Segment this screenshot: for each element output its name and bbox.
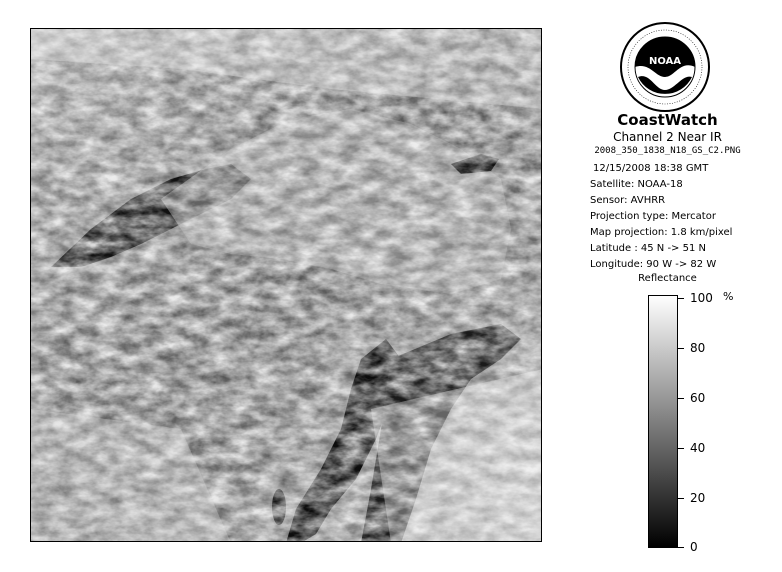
colorbar-tick-label: 20 <box>690 491 706 505</box>
colorbar-tick-label: 100 <box>690 291 713 305</box>
channel-label: Channel 2 Near IR <box>613 130 722 144</box>
colorbar-tick <box>678 398 684 399</box>
colorbar-tick <box>678 298 684 299</box>
noaa-logo <box>620 22 710 112</box>
colorbar-tick <box>678 498 684 499</box>
datetime: 12/15/2008 18:38 GMT <box>593 163 709 174</box>
filename: 2008_350_1838_N18_GS_C2.PNG <box>594 146 741 156</box>
colorbar-tick <box>678 547 684 548</box>
colorbar-title: Reflectance <box>638 273 697 284</box>
colorbar-tick <box>678 448 684 449</box>
colorbar-unit: % <box>723 290 734 303</box>
projection-type: Projection type: Mercator <box>590 211 716 222</box>
noaa-logo-icon <box>620 22 710 112</box>
colorbar-tick-label: 80 <box>690 341 706 355</box>
colorbar-tick-label: 0 <box>690 540 698 554</box>
svg-text:NOAA: NOAA <box>648 56 682 67</box>
colorbar <box>648 295 678 548</box>
title: CoastWatch <box>617 111 718 129</box>
latitude: Latitude : 45 N -> 51 N <box>590 243 706 254</box>
map-projection: Map projection: 1.8 km/pixel <box>590 227 733 238</box>
satellite-image <box>30 28 542 542</box>
colorbar-tick-label: 40 <box>690 441 706 455</box>
satellite-scene <box>31 29 542 542</box>
colorbar-tick <box>678 348 684 349</box>
satellite: Satellite: NOAA-18 <box>590 179 683 190</box>
colorbar-tick-label: 60 <box>690 391 706 405</box>
sensor: Sensor: AVHRR <box>590 195 666 206</box>
longitude: Longitude: 90 W -> 82 W <box>590 259 717 270</box>
